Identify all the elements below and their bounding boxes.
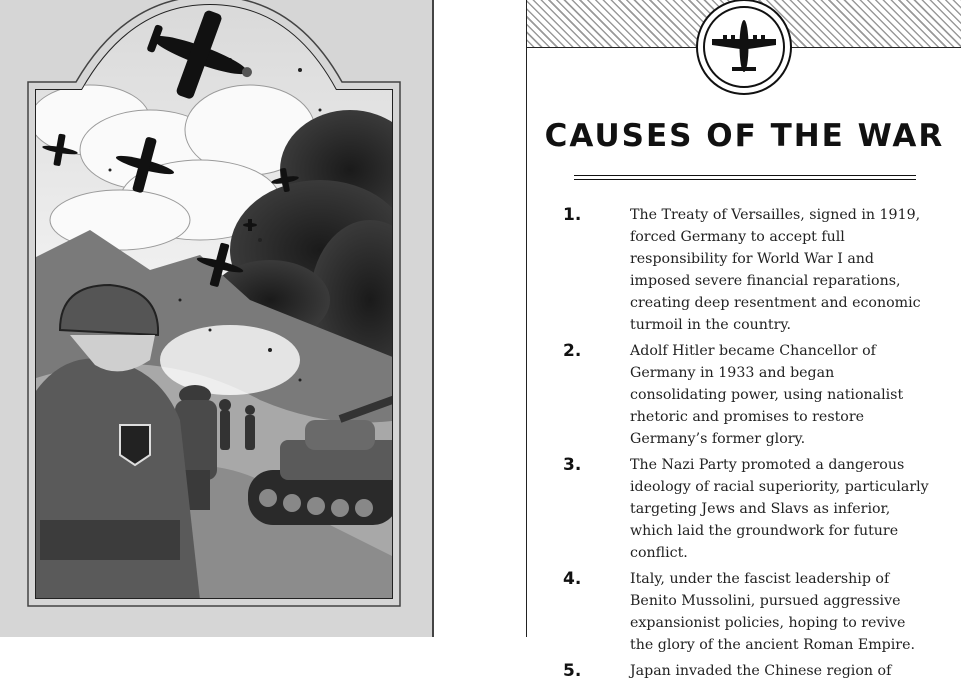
list-item [527,454,961,564]
list-item [527,340,961,450]
title-divider [574,175,916,180]
right-page [526,0,961,681]
left-page [0,0,432,637]
item-text: Adolf Hitler became Chancellor of Germany in 1933 and began consolidating power, using nationalist rhetoric and promises to restore Germany’s former glory. [630,343,904,447]
item-text: The Treaty of Versailles, signed in 1919, forced Germany to accept full responsibility for World War I and imposed severe financial reparations, creating deep resentment and economic turmoil in the country. [630,207,921,333]
list-item [527,660,961,682]
gutter [434,0,526,637]
list-item [527,568,961,656]
item-number: 1. [563,205,582,225]
bomber-plane-icon [694,0,794,97]
item-number: 5. [563,661,582,681]
item-number: 4. [563,569,582,589]
war-illustration [0,0,432,637]
item-text: Italy, under the fascist leadership of Benito Mussolini, pursued aggressive expansionist policies, hoping to revive the glory of the ancient Roman Empire. [630,571,915,653]
list-item [527,204,961,336]
item-number: 2. [563,341,582,361]
item-text: The Nazi Party promoted a dangerous ideology of racial superiority, particularly targeting Jews and Slavs as inferior, which laid the groundwork for future conflict. [630,457,929,561]
item-text: Japan invaded the Chinese region of [630,663,892,679]
item-number: 3. [563,455,582,475]
page-title: CAUSES OF THE WAR [544,118,945,154]
causes-list [527,204,961,686]
